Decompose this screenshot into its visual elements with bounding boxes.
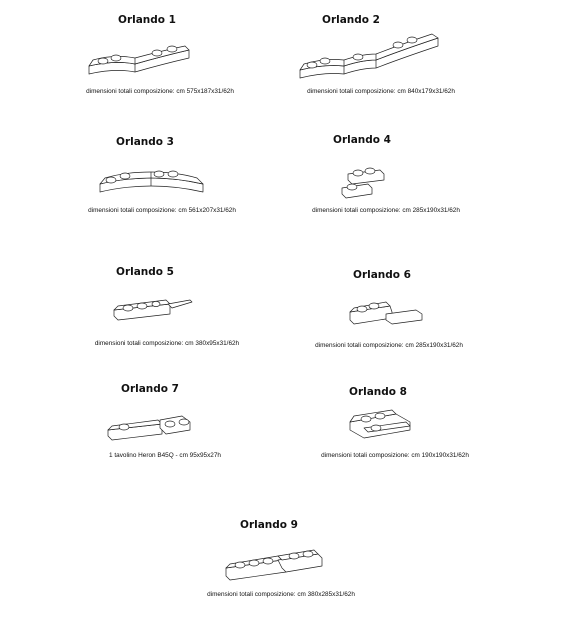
composition-title-2: Orlando 2 xyxy=(322,14,380,26)
sofa-drawing-3 xyxy=(97,164,207,198)
composition-dimensions-8: dimensioni totali composizione: cm 190x190x31/62h xyxy=(321,452,469,459)
sofa-drawing-5 xyxy=(110,292,196,326)
composition-title-7: Orlando 7 xyxy=(121,383,179,395)
composition-title-9: Orlando 9 xyxy=(240,519,298,531)
sofa-drawing-9 xyxy=(222,546,326,584)
composition-title-4: Orlando 4 xyxy=(333,134,391,146)
sofa-drawing-8 xyxy=(346,404,416,444)
composition-dimensions-9: dimensioni totali composizione: cm 380x285x31/62h xyxy=(207,591,355,598)
composition-title-3: Orlando 3 xyxy=(116,136,174,148)
composition-dimensions-4: dimensioni totali composizione: cm 285x190x31/62h xyxy=(312,207,460,214)
composition-dimensions-2: dimensioni totali composizione: cm 840x179x31/62h xyxy=(307,88,455,95)
composition-title-5: Orlando 5 xyxy=(116,266,174,278)
composition-dimensions-3: dimensioni totali composizione: cm 561x207x31/62h xyxy=(88,207,236,214)
sofa-drawing-6 xyxy=(346,294,426,330)
composition-dimensions-1: dimensioni totali composizione: cm 575x187x31/62h xyxy=(86,88,234,95)
composition-title-6: Orlando 6 xyxy=(353,269,411,281)
sofa-drawing-1 xyxy=(85,40,195,80)
sofa-drawing-2 xyxy=(298,30,440,80)
sofa-drawing-7 xyxy=(104,408,196,444)
composition-dimensions-6: dimensioni totali composizione: cm 285x190x31/62h xyxy=(315,342,463,349)
sofa-drawing-4 xyxy=(338,160,388,202)
composition-title-8: Orlando 8 xyxy=(349,386,407,398)
composition-dimensions-5: dimensioni totali composizione: cm 380x95x31/62h xyxy=(94,340,240,347)
composition-title-1: Orlando 1 xyxy=(118,14,176,26)
composition-dimensions-7: 1 tavolino Heron B45Q - cm 95x95x27h xyxy=(109,452,221,459)
